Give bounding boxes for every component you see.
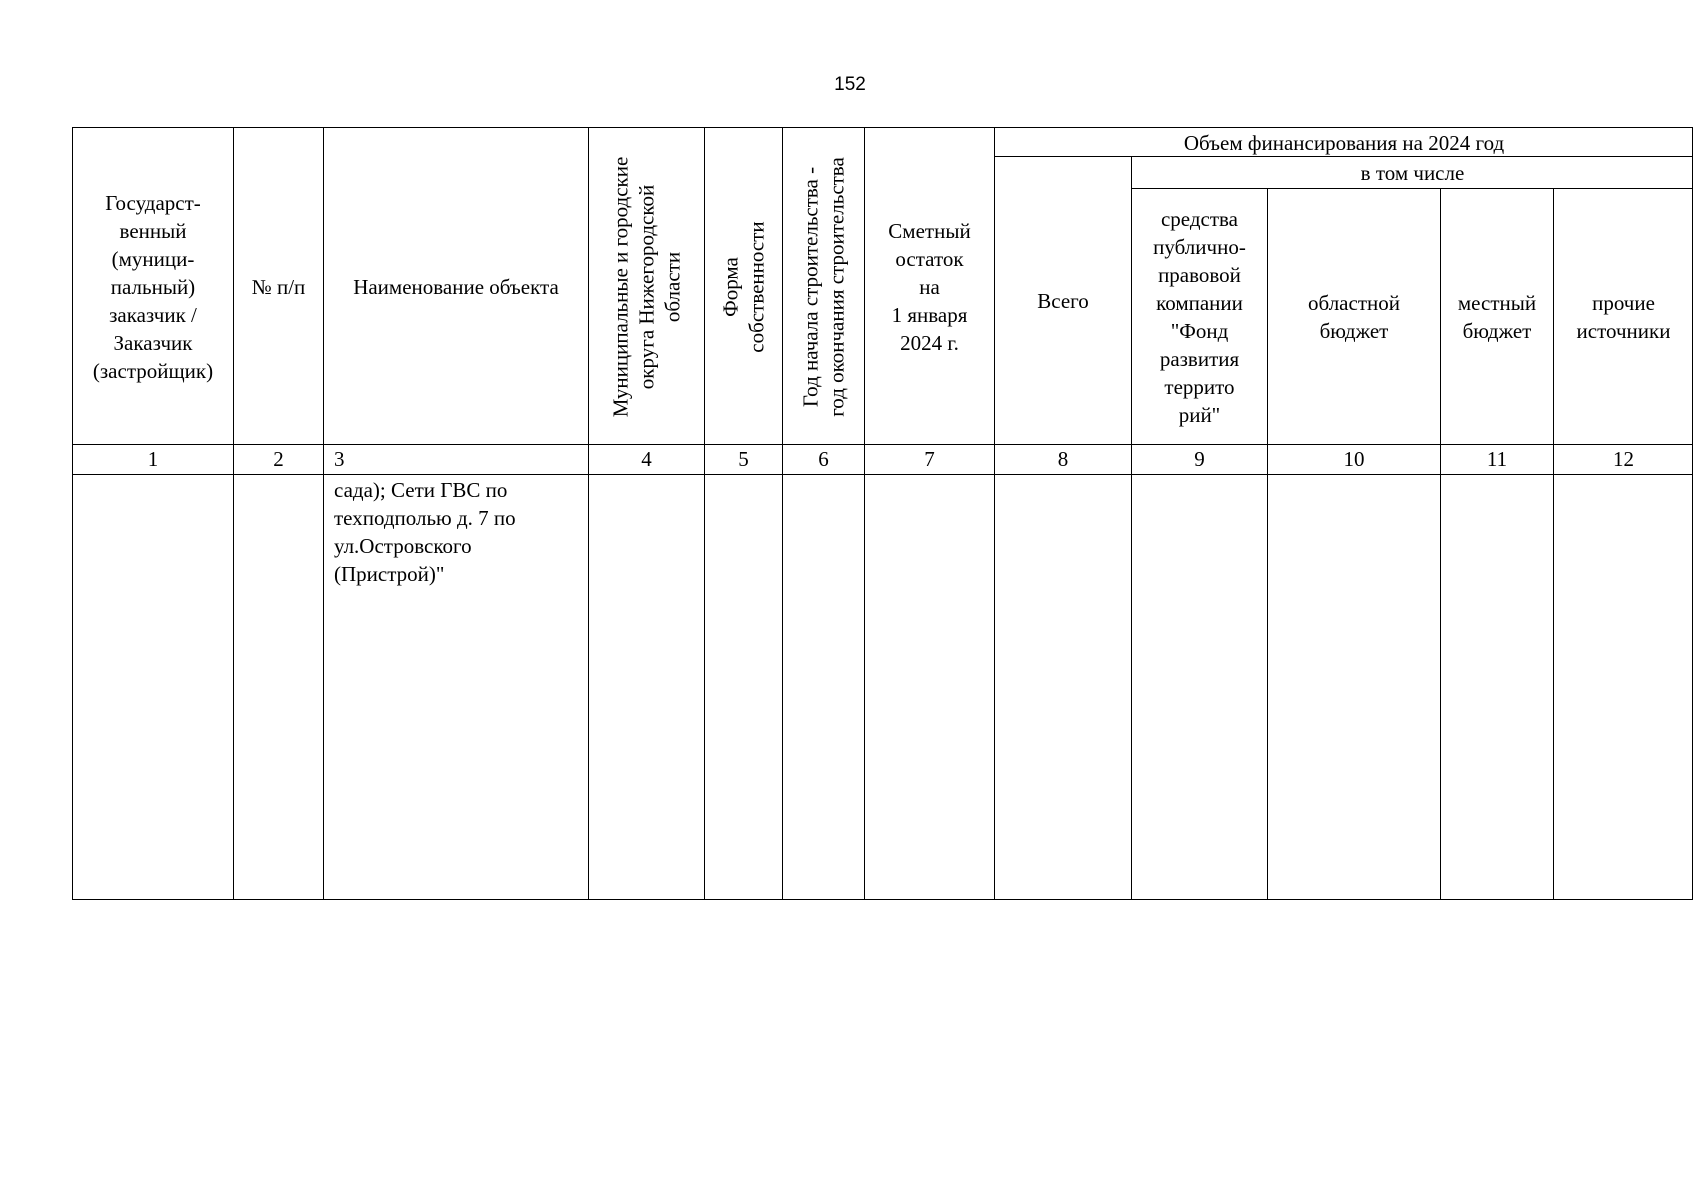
column-number: 7: [924, 447, 935, 471]
header-ownership-form: [705, 129, 782, 444]
column-number: 11: [1486, 447, 1508, 471]
column-number: 2: [273, 447, 284, 471]
table-cell-object-name: сада); Сети ГВС по техподполью д. 7 по ул.Островского (Пристрой)": [334, 478, 516, 586]
header-estimated-balance: Сметный остаток на 1 января 2024 г.: [888, 218, 971, 355]
header-local-budget: местный бюджет: [1457, 290, 1537, 343]
header-territory-fund: средства публично- правовой компании "Фонд развития террито рий": [1153, 206, 1246, 427]
header-municipalities-text: Муниципальные и городские округа Нижегородской области: [608, 156, 685, 417]
header-construction-years-text: Год начала строительства - год окончания строительства: [798, 156, 849, 417]
column-number: 12: [1613, 447, 1634, 471]
header-customer: Государст- венный (муници- пальный) заказчик / Заказчик (застройщик): [92, 190, 214, 383]
column-number: 1: [147, 447, 159, 471]
header-municipalities: [589, 129, 704, 444]
header-row-number: № п/п: [251, 274, 306, 299]
header-regional-budget: областной бюджет: [1308, 290, 1400, 343]
header-object-name: Наименование объекта: [353, 274, 559, 299]
header-financing-group: Объем финансирования на 2024 год: [1183, 130, 1505, 155]
page-number: 152: [834, 74, 866, 95]
header-total: Всего: [1037, 288, 1089, 313]
column-number: 5: [738, 447, 749, 471]
header-other-sources: прочие источники: [1576, 290, 1671, 343]
column-number: 4: [641, 447, 652, 471]
column-number: 6: [818, 447, 829, 471]
column-number: 9: [1194, 447, 1205, 471]
header-ownership-form-text: Форма собственности: [718, 220, 769, 353]
row-divider: [72, 474, 1693, 475]
header-including-group: в том числе: [1360, 160, 1465, 185]
column-number: 10: [1343, 447, 1365, 471]
header-construction-years: [783, 129, 864, 444]
column-number: 8: [1057, 447, 1069, 471]
column-number: 3: [334, 447, 345, 471]
